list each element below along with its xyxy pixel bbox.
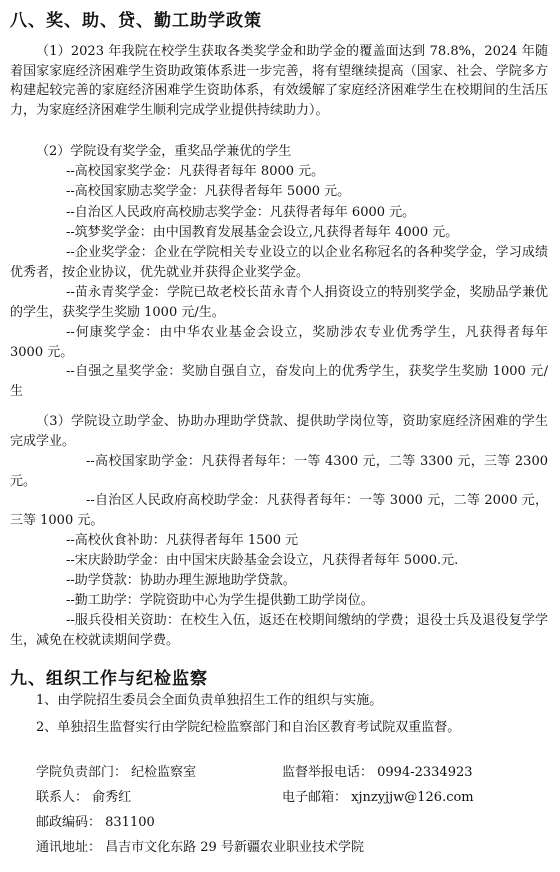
section-8-para-2-intro: （2）学院设有奖学金，重奖品学兼优的学生: [36, 144, 292, 159]
scholarship-enterprise: --企业奖学金：企业在学院相关专业设立的以企业名称冠名的各种奖学金，学习成绩优秀者，按企业协议，优先就业并获得企业奖学金。: [10, 245, 548, 280]
grant-item: --高校伙食补助：凡获得者每年 1500 元: [66, 533, 299, 548]
section-8-para-3-intro: （3）学院设立助学金、协助办理助学贷款、提供助学岗位等，资助家庭经济困难的学生完成学业。: [10, 414, 548, 449]
scholarship-item: --筑梦奖学金：由中国教育发展基金会设立,凡获得者每年 4000 元。: [66, 225, 459, 240]
scholarship-zqz: --自强之星奖学金：奖励自强自立，奋发向上的优秀学生，获奖学生奖励 1000 元/生: [10, 364, 548, 399]
contact-postcode: 邮政编码： 831100: [36, 815, 155, 830]
contact-email: 电子邮箱： xjnzyjjw@126.com: [282, 790, 474, 805]
section-9-item: 2、单独招生监督实行由学院纪检监察部门和自治区教育考试院双重监督。: [36, 720, 461, 735]
scholarship-miao: --苗永青奖学金：学院已故老校长苗永青个人捐资设立的特别奖学金，奖励品学兼优的学生，获奖学生奖励 1000 元/生。: [10, 285, 548, 320]
section-8-para-1: （1）2023 年我院在校学生获取各类奖学金和助学金的覆盖面达到 78.8%，2024 年随着国家家庭经济困难学生资助政策体系进一步完善，将有望继续提高（国家、社会、学院多方构建起较完善的家庭经济困难学生资助体系，有效缓解了家庭经济困难学生在校期间的生活压力，为家庭经济困难学生顺利完成学业提供持续助力）。: [10, 44, 548, 118]
scholarship-item: --高校国家奖学金：凡获得者每年 8000 元。: [66, 164, 325, 179]
contact-person: 联系人： 俞秀红: [36, 790, 132, 805]
contact-dept: 学院负责部门： 纪检监察室: [36, 765, 197, 780]
grant-region: --自治区人民政府高校助学金：凡获得者每年：一等 3000 元，二等 2000 元，三等 1000 元。: [10, 493, 548, 528]
scholarship-item: --自治区人民政府高校励志奖学金：凡获得者每年 6000 元。: [66, 205, 416, 220]
section-9-item: 1、由学院招生委员会全面负责单独招生工作的组织与实施。: [36, 693, 383, 708]
section-8-title: 八、奖、助、贷、勤工助学政策: [10, 11, 262, 31]
contact-address: 通讯地址： 昌吉市文化东路 29 号新疆农业职业技术学院: [36, 840, 364, 855]
scholarship-item: --高校国家励志奖学金：凡获得者每年 5000 元。: [66, 184, 351, 199]
grant-item: --宋庆龄助学金：由中国宋庆龄基金会设立，凡获得者每年 5000.元.: [66, 553, 459, 568]
grant-national: --高校国家助学金：凡获得者每年：一等 4300 元，二等 3300 元，三等 2300 元。: [10, 454, 548, 489]
contact-hotline: 监督举报电话： 0994-2334923: [282, 765, 473, 780]
grant-military: --服兵役相关资助：在校生入伍，返还在校期间缴纳的学费；退役士兵及退役复学学生，减免在校就读期间学费。: [10, 613, 548, 648]
grant-item: --助学贷款：协助办理生源地助学贷款。: [66, 573, 296, 588]
scholarship-he: --何康奖学金：由中华农业基金会设立，奖励涉农专业优秀学生，凡获得者每年 3000 元。: [10, 325, 548, 360]
section-9-title: 九、组织工作与纪检监察: [10, 669, 208, 689]
grant-item: --勤工助学：学院资助中心为学生提供勤工助学岗位。: [66, 593, 374, 608]
